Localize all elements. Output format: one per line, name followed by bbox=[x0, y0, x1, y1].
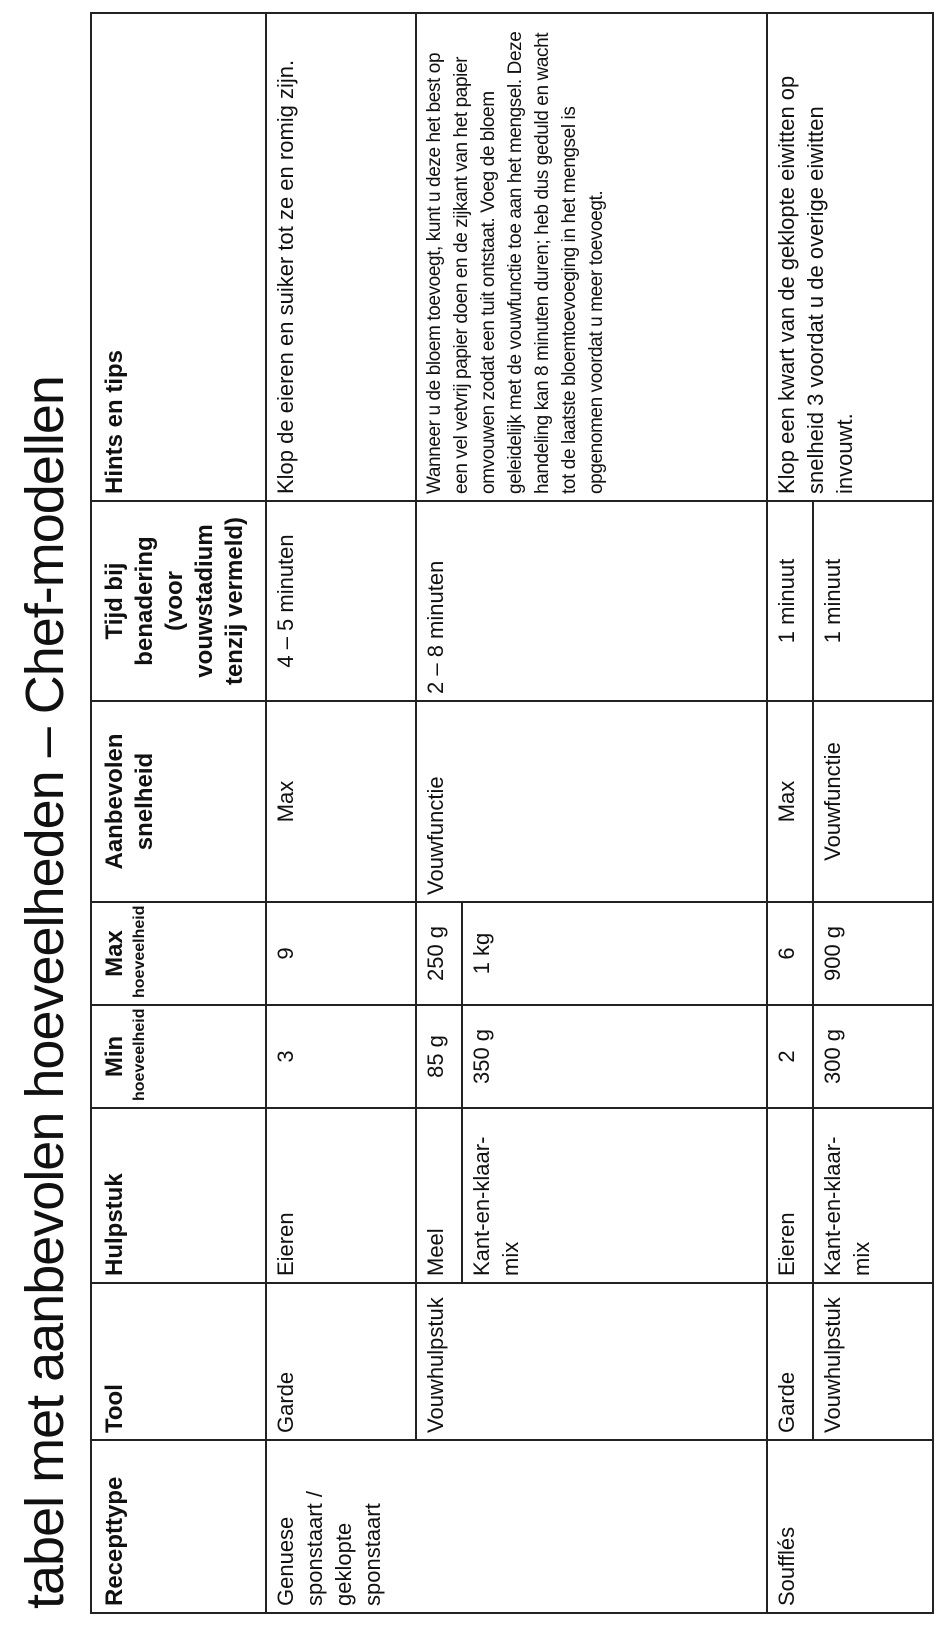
recommended-quantities-table bbox=[90, 12, 934, 1614]
cell-speed: Max bbox=[266, 701, 416, 902]
page-title: tabel met aanbevolen hoeveelheden – Chef-modellen bbox=[15, 376, 75, 1609]
cell-recipe: Genuese sponstaart / geklopte sponstaart bbox=[266, 1440, 767, 1613]
header-time: Tijd bij benadering (voor vouwstadium tenzij vermeld) bbox=[91, 501, 266, 701]
table-row bbox=[266, 13, 416, 1613]
cell-recipe: Soufflés bbox=[767, 1440, 933, 1613]
table-row bbox=[416, 13, 462, 1613]
cell-max: 900 g bbox=[813, 902, 933, 1005]
cell-max: 9 bbox=[266, 902, 416, 1005]
header-row bbox=[91, 13, 266, 1613]
cell-attachment: Kant-en-klaar-mix bbox=[813, 1108, 933, 1283]
header-min-label: Min bbox=[101, 1035, 128, 1078]
cell-min: 2 bbox=[767, 1005, 813, 1108]
cell-tips: Klop een kwart van de geklopte eiwitten op snelheid 3 voordat u de overige eiwitten invouwt. bbox=[767, 13, 933, 501]
cell-speed: Vouwfunctie bbox=[416, 701, 767, 902]
header-max-quantity bbox=[91, 902, 266, 1005]
cell-speed: Vouwfunctie bbox=[813, 701, 933, 902]
cell-tool: Vouwhulpstuk bbox=[416, 1283, 767, 1440]
header-attachment: Hulpstuk bbox=[91, 1108, 266, 1283]
cell-tips: Klop de eieren en suiker tot ze en romig zijn. bbox=[266, 13, 416, 501]
header-min-sublabel: hoeveelheid bbox=[131, 1008, 148, 1101]
cell-tool: Garde bbox=[767, 1283, 813, 1440]
cell-speed: Max bbox=[767, 701, 813, 902]
cell-time: 2 – 8 minuten bbox=[416, 501, 767, 701]
table-row bbox=[767, 13, 813, 1613]
cell-attachment: Kant-en-klaar-mix bbox=[462, 1108, 767, 1283]
cell-min: 350 g bbox=[462, 1005, 767, 1108]
cell-time: 4 – 5 minuten bbox=[266, 501, 416, 701]
cell-max: 250 g bbox=[416, 902, 462, 1005]
cell-max: 1 kg bbox=[462, 902, 767, 1005]
cell-min: 3 bbox=[266, 1005, 416, 1108]
cell-min: 300 g bbox=[813, 1005, 933, 1108]
cell-time: 1 minuut bbox=[767, 501, 813, 701]
header-tool: Tool bbox=[91, 1283, 266, 1440]
cell-min: 85 g bbox=[416, 1005, 462, 1108]
header-min-quantity bbox=[91, 1005, 266, 1108]
cell-attachment: Meel bbox=[416, 1108, 462, 1283]
header-tips: Hints en tips bbox=[91, 13, 266, 501]
header-max-sublabel: hoeveelheid bbox=[131, 905, 148, 998]
header-recipe-type: Recepttype bbox=[91, 1440, 266, 1613]
cell-tool: Vouwhulpstuk bbox=[813, 1283, 933, 1440]
cell-attachment: Eieren bbox=[266, 1108, 416, 1283]
cell-time: 1 minuut bbox=[813, 501, 933, 701]
header-speed: Aanbevolen snelheid bbox=[91, 701, 266, 902]
cell-max: 6 bbox=[767, 902, 813, 1005]
cell-tool: Garde bbox=[266, 1283, 416, 1440]
header-max-label: Max bbox=[101, 930, 128, 977]
cell-tips: Wanneer u de bloem toevoegt, kunt u deze het best op een vel vetvrij papier doen en de zijkant van het papier omvouwen zodat een tuit ontstaat. Voeg de bloem geleidelijk met de vouwfunctie toe aan het mengsel. Deze handeling kan 8 minuten duren; heb dus geduld en wacht tot de laatste bloemtoevoeging in het mengsel is opgenomen voordat u meer toevoegt. bbox=[416, 13, 767, 501]
cell-attachment: Eieren bbox=[767, 1108, 813, 1283]
